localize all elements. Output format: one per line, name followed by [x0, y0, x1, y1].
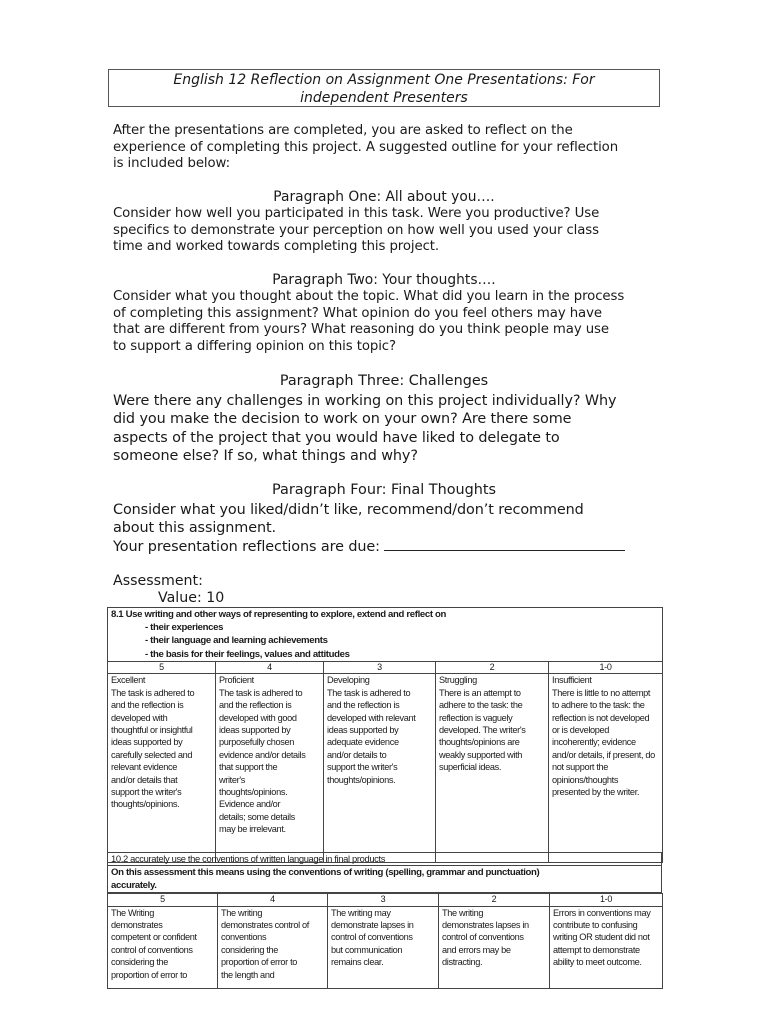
rubric-line: opinions/thoughts	[552, 774, 619, 785]
rubric-line: remains clear.	[331, 957, 384, 968]
rubric-line: and/or details, if present, do	[552, 749, 655, 760]
body-line: that are different from yours? What reasoning do you think people may use	[113, 322, 609, 338]
rubric-line: thoughts/opinions.	[219, 786, 288, 797]
outcome-bullet: - their experiences	[145, 622, 224, 634]
body-line: time and worked towards completing this project.	[113, 239, 440, 255]
rubric-line: support the writer's	[111, 786, 182, 797]
rubric-line: The task is adhered to	[219, 687, 303, 698]
rubric-level-label: The writing may	[331, 907, 391, 918]
paragraph-one-body	[113, 206, 673, 256]
rubric-line: or is developed	[552, 724, 610, 735]
rubric-line: evidence and/or details	[219, 749, 306, 760]
rubric-line: contribute to confusing	[553, 919, 638, 930]
rubric-line: demonstrate lapses in	[331, 919, 414, 930]
body-line: aspects of the project that you would have liked to delegate to	[113, 429, 560, 446]
document-title	[108, 69, 660, 107]
intro-line: is included below:	[113, 156, 230, 172]
rubric-line: support the writer's	[327, 762, 398, 773]
paragraph-two-heading: Paragraph Two: Your thoughts….	[272, 272, 496, 288]
rubric-score-row	[108, 894, 663, 907]
note-text: On this assessment this means using the conventions of writing (spelling, grammar and punctuation)	[111, 867, 540, 878]
rubric-line: developed with	[111, 712, 168, 723]
body-line: Consider what you liked/didn’t like, recommend/don’t recommend	[113, 502, 584, 518]
rubric-outcome-row	[108, 608, 663, 662]
rubric-line: attempt to demonstrate	[553, 944, 640, 955]
rubric-cell	[218, 906, 328, 988]
rubric-line: writing OR student did not	[553, 932, 650, 943]
paragraph-four-heading: Paragraph Four: Final Thoughts	[271, 482, 497, 498]
paragraph-two-body	[113, 289, 673, 355]
rubric-line: and/or details that	[111, 774, 178, 785]
rubric-line: considering the	[111, 957, 169, 968]
rubric-line: the length and	[221, 969, 275, 980]
rubric-level-label: Proficient	[219, 675, 254, 686]
rubric-line: control of conventions	[111, 944, 193, 955]
rubric-level-label: The Writing	[111, 907, 154, 918]
rubric-cell	[549, 674, 663, 863]
rubric-line: ideas supported by	[111, 737, 183, 748]
rubric-line: demonstrates lapses in	[442, 919, 529, 930]
rubric-table-outcome-10-2	[107, 893, 663, 989]
outcome-text: 8.1 Use writing and other ways of representing to explore, extend and reflect on	[111, 609, 447, 620]
outcome-bullet: - their language and learning achievements	[145, 635, 328, 647]
rubric-line: thoughts/opinions.	[111, 799, 180, 810]
rubric-line: The task is adhered to	[327, 687, 411, 698]
rubric-line: and errors may be	[442, 944, 511, 955]
rubric-line: thoughts/opinions.	[327, 774, 396, 785]
rubric-line: adequate evidence	[327, 737, 399, 748]
rubric-line: developed. The writer's	[439, 724, 526, 735]
score-header: 3	[324, 661, 436, 674]
rubric-line: There is an attempt to	[439, 687, 521, 698]
rubric-note-row	[108, 866, 662, 893]
outcome-bullet: - the basis for their feelings, values and attitudes	[145, 648, 350, 660]
intro-line: experience of completing this project. A suggested outline for your reflection	[113, 139, 619, 155]
rubric-note-cell	[108, 866, 662, 893]
paragraph-one-heading: Paragraph One: All about you….	[273, 189, 495, 205]
rubric-line: proportion of error to	[111, 969, 188, 980]
rubric-cell	[439, 906, 550, 988]
rubric-line: distracting.	[442, 957, 483, 968]
rubric-line: may be irrelevant.	[219, 824, 286, 835]
body-line: Consider what you thought about the topic. What did you learn in the process	[113, 289, 625, 304]
body-line: of completing this assignment? What opinion do you feel others may have	[113, 305, 602, 321]
rubric-cell	[108, 906, 218, 988]
rubric-line: details; some details	[219, 811, 295, 822]
rubric-table-outcome-8-1	[107, 607, 663, 863]
rubric-line: to adhere to the task: the	[552, 700, 645, 711]
rubric-cell	[550, 906, 663, 988]
rubric-line: thoughtful or insightful	[111, 724, 193, 735]
paragraph-four-body	[113, 501, 673, 556]
rubric-line: reflection is vaguely	[439, 712, 513, 723]
score-header: 1-0	[550, 894, 663, 907]
due-date-blank	[384, 539, 625, 551]
score-header: 5	[108, 661, 216, 674]
rubric-cell	[108, 674, 216, 863]
due-date-line	[113, 538, 673, 556]
body-line: did you make the decision to work on your own? Are there some	[113, 411, 572, 428]
assessment-value: Value: 10	[158, 590, 225, 606]
rubric-cell	[324, 674, 436, 863]
rubric-line: thoughts/opinions are	[439, 737, 520, 748]
rubric-level-label: Struggling	[439, 675, 477, 686]
paragraph-three-body	[113, 392, 673, 466]
rubric-line: but communication	[331, 944, 403, 955]
assessment-label: Assessment:	[113, 573, 203, 589]
rubric-line: and the reflection is	[219, 700, 292, 711]
rubric-line: developed with good	[219, 712, 297, 723]
body-line: someone else? If so, what things and why?	[113, 448, 418, 465]
rubric-outcome-row	[108, 853, 662, 866]
rubric-line: competent or confident	[111, 932, 197, 943]
rubric-level-label: Developing	[327, 675, 370, 686]
rubric-outcome-cell	[108, 608, 663, 662]
rubric-line: and the reflection is	[327, 700, 400, 711]
rubric-line: conventions	[221, 932, 267, 943]
rubric-line: reflection is not developed	[552, 712, 650, 723]
score-header: 4	[216, 661, 324, 674]
rubric-line: ideas supported by	[327, 724, 399, 735]
rubric-level-label: Excellent	[111, 675, 146, 686]
rubric-line: adhere to the task: the	[439, 700, 523, 711]
rubric-level-label: The writing	[221, 907, 263, 918]
body-line: Were there any challenges in working on this project individually? Why	[113, 393, 617, 409]
rubric-line: considering the	[221, 944, 279, 955]
rubric-level-label: Insufficient	[552, 675, 592, 686]
rubric-line: superficial ideas.	[439, 762, 502, 773]
paragraph-three-heading: Paragraph Three: Challenges	[279, 373, 489, 389]
rubric-line: and/or details to	[327, 749, 387, 760]
due-date-label: Your presentation reflections are due:	[113, 538, 380, 555]
rubric-line: weakly supported with	[439, 749, 523, 760]
rubric-line: that support the	[219, 762, 278, 773]
rubric-table-outcome-10-2-header	[107, 852, 662, 893]
rubric-line: incoherently; evidence	[552, 737, 636, 748]
rubric-level-label: Errors in conventions may	[553, 907, 651, 918]
rubric-cell	[436, 674, 549, 863]
rubric-description-row	[108, 906, 663, 988]
rubric-line: writer's	[219, 774, 246, 785]
rubric-line: control of conventions	[442, 932, 524, 943]
intro-line: After the presentations are completed, you are asked to reflect on the	[113, 123, 573, 138]
rubric-line: and the reflection is	[111, 700, 184, 711]
rubric-line: purposefully chosen	[219, 737, 295, 748]
rubric-line: not support the	[552, 762, 609, 773]
rubric-line: The task is adhered to	[111, 687, 195, 698]
note-text: accurately.	[111, 880, 157, 891]
score-header: 2	[439, 894, 550, 907]
rubric-score-row	[108, 661, 663, 674]
intro-paragraph	[113, 123, 673, 173]
rubric-line: developed with relevant	[327, 712, 416, 723]
rubric-line: control of conventions	[331, 932, 413, 943]
rubric-line: Evidence and/or	[219, 799, 281, 810]
rubric-line: relevant evidence	[111, 762, 178, 773]
body-line: Consider how well you participated in this task. Were you productive? Use	[113, 206, 600, 221]
rubric-line: carefully selected and	[111, 749, 193, 760]
rubric-line: demonstrates control of	[221, 919, 309, 930]
rubric-line: ability to meet outcome.	[553, 957, 642, 968]
rubric-cell	[216, 674, 324, 863]
rubric-line: There is little to no attempt	[552, 687, 651, 698]
rubric-line: presented by the writer.	[552, 786, 640, 797]
score-header: 4	[218, 894, 328, 907]
body-line: about this assignment.	[113, 520, 277, 537]
title-line-2: independent Presenters	[300, 90, 468, 106]
title-line-1: English 12 Reflection on Assignment One Presentations: For	[173, 72, 595, 88]
score-header: 1-0	[549, 661, 663, 674]
score-header: 2	[436, 661, 549, 674]
rubric-description-row	[108, 674, 663, 863]
rubric-line: proportion of error to	[221, 957, 298, 968]
rubric-cell	[328, 906, 439, 988]
body-line: specifics to demonstrate your perception on how well you used your class	[113, 222, 599, 238]
body-line: to support a differing opinion on this topic?	[113, 338, 396, 354]
score-header: 3	[328, 894, 439, 907]
rubric-outcome-cell: 10.2 accurately use the conventions of written language in final products	[108, 853, 662, 866]
score-header: 5	[108, 894, 218, 907]
rubric-line: demonstrates	[111, 919, 163, 930]
rubric-line: ideas supported by	[219, 724, 291, 735]
rubric-level-label: The writing	[442, 907, 484, 918]
